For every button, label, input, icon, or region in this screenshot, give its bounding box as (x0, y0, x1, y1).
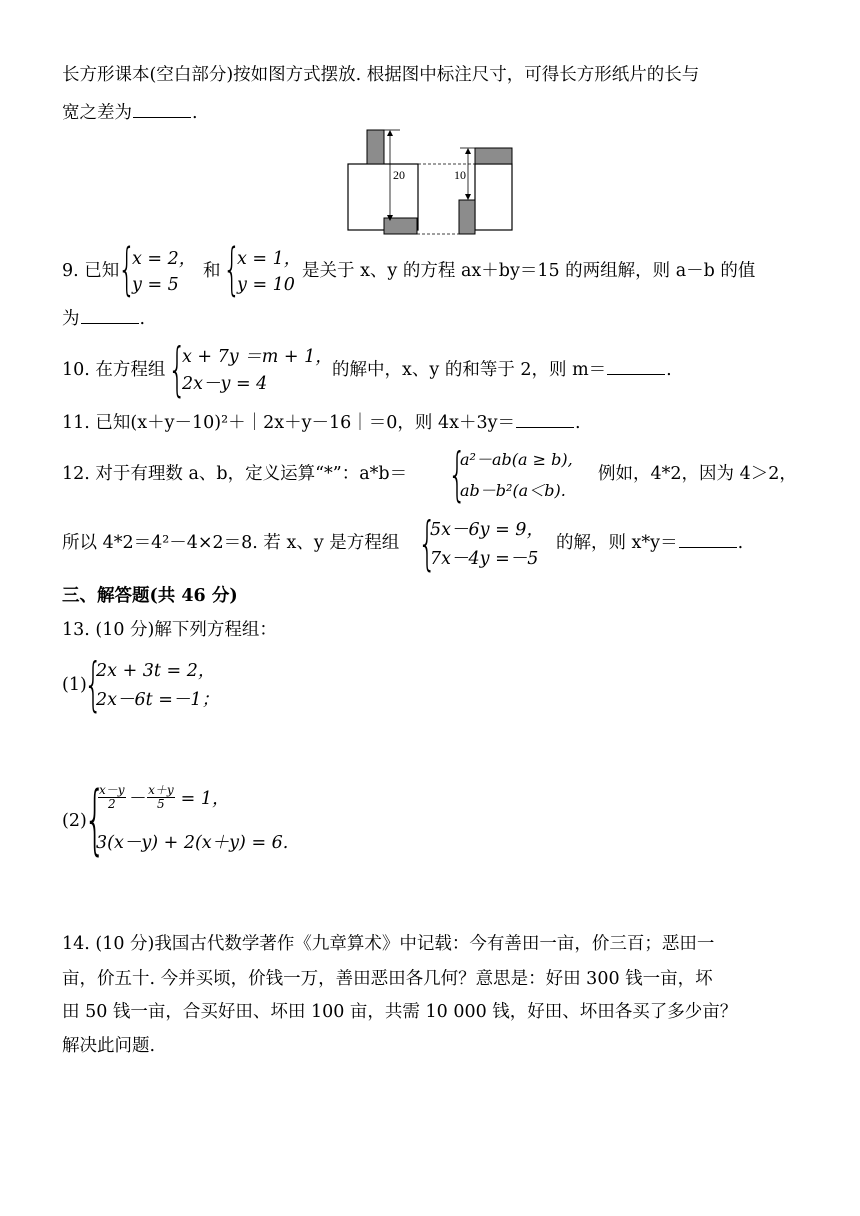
section-3-title: 三、解答题(共 46 分) (62, 586, 238, 606)
answer-blank (607, 360, 665, 375)
brace-icon: { (118, 237, 136, 302)
q12-text-pre: 12. 对于有理数 a、b，定义运算“*”：a*b＝ (62, 464, 408, 484)
q13-part-2-system: { $\frac{x-y}{2}$ － $\frac{x+y}{5}$ = 1， 3(x－y) + 2(x＋y) = 6. (84, 774, 289, 863)
brace-icon: { (223, 237, 241, 302)
q12-text-post: 例如，4*2，因为 4＞2， (598, 464, 797, 484)
brace-icon: { (84, 650, 103, 718)
q11-line: 11. 已知(x＋y－10)²＋｜2x＋y－16｜＝0，则 4x＋3y＝ . (62, 413, 581, 433)
q14-line-2: 亩，价五十. 今并买顷，价钱一万，善田恶田各几何？意思是：好田 300 钱一亩，坏 (62, 969, 713, 989)
q9-system-1: { x = 2， y = 5 (118, 237, 197, 302)
brace-icon: { (84, 774, 106, 863)
q13-title: 13. (10 分)解下列方程组： (62, 620, 277, 640)
dimension-label-20: 20 (393, 168, 405, 182)
answer-blank (516, 413, 574, 428)
brace-icon: { (418, 509, 437, 577)
brace-icon: { (168, 335, 187, 403)
q12-system: { 5x－6y = 9， 7x－4y =－5 (418, 509, 544, 577)
intro-line-1: 长方形课本(空白部分)按如图方式摆放. 根据图中标注尺寸，可得长方形纸片的长与 (62, 65, 700, 85)
q12-line-2-post: 的解，则 x*y＝ . (556, 533, 744, 553)
q10-number: 10. 在方程组 (62, 360, 166, 380)
q13-part-1-label: (1) (62, 675, 87, 695)
q14-line-1: 14. (10 分)我国古代数学著作《九章算术》中记载：今有善田一亩，价三百；恶田一 (62, 934, 715, 954)
q13-part-1-system: { 2x + 3t = 2， 2x－6t =－1； (84, 650, 220, 718)
q12-line-2-pre: 所以 4*2＝4²－4×2＝8. 若 x、y 是方程组 (62, 533, 400, 553)
q10-text: 的解中，x、y 的和等于 2，则 m＝ . (332, 360, 672, 380)
q9-text: 是关于 x、y 的方程 ax＋by＝15 的两组解，则 a－b 的值 (302, 261, 756, 281)
answer-blank (679, 533, 737, 548)
q9-system-2: { x = 1， y = 10 (223, 237, 302, 302)
q12-definition-system: { a²－ab(a ≥ b), ab－b²(a＜b). (448, 440, 573, 508)
q14-line-3: 田 50 钱一亩，合买好田、坏田 100 亩，共需 10 000 钱，好田、坏田各买了多少亩？ (62, 1002, 738, 1022)
q9-line-2: 为 . (62, 309, 146, 329)
q14-line-4: 解决此问题. (62, 1036, 156, 1056)
q9-and: 和 (203, 261, 221, 281)
q13-part-2-label: (2) (62, 811, 87, 831)
q9-number: 9. 已知 (62, 261, 120, 281)
fraction-2: $\frac{x+y}{5}$ (148, 783, 174, 811)
fraction-1: $\frac{x-y}{2}$ (99, 783, 125, 811)
intro-line-2: 宽之差为 . (62, 103, 198, 123)
rectangle-figure (340, 126, 520, 238)
q10-system: { x + 7y ＝m + 1， 2x－y = 4 (168, 335, 333, 403)
answer-blank (81, 309, 139, 324)
answer-blank (133, 103, 191, 118)
brace-icon: { (448, 440, 467, 508)
dimension-label-10: 10 (454, 168, 466, 182)
